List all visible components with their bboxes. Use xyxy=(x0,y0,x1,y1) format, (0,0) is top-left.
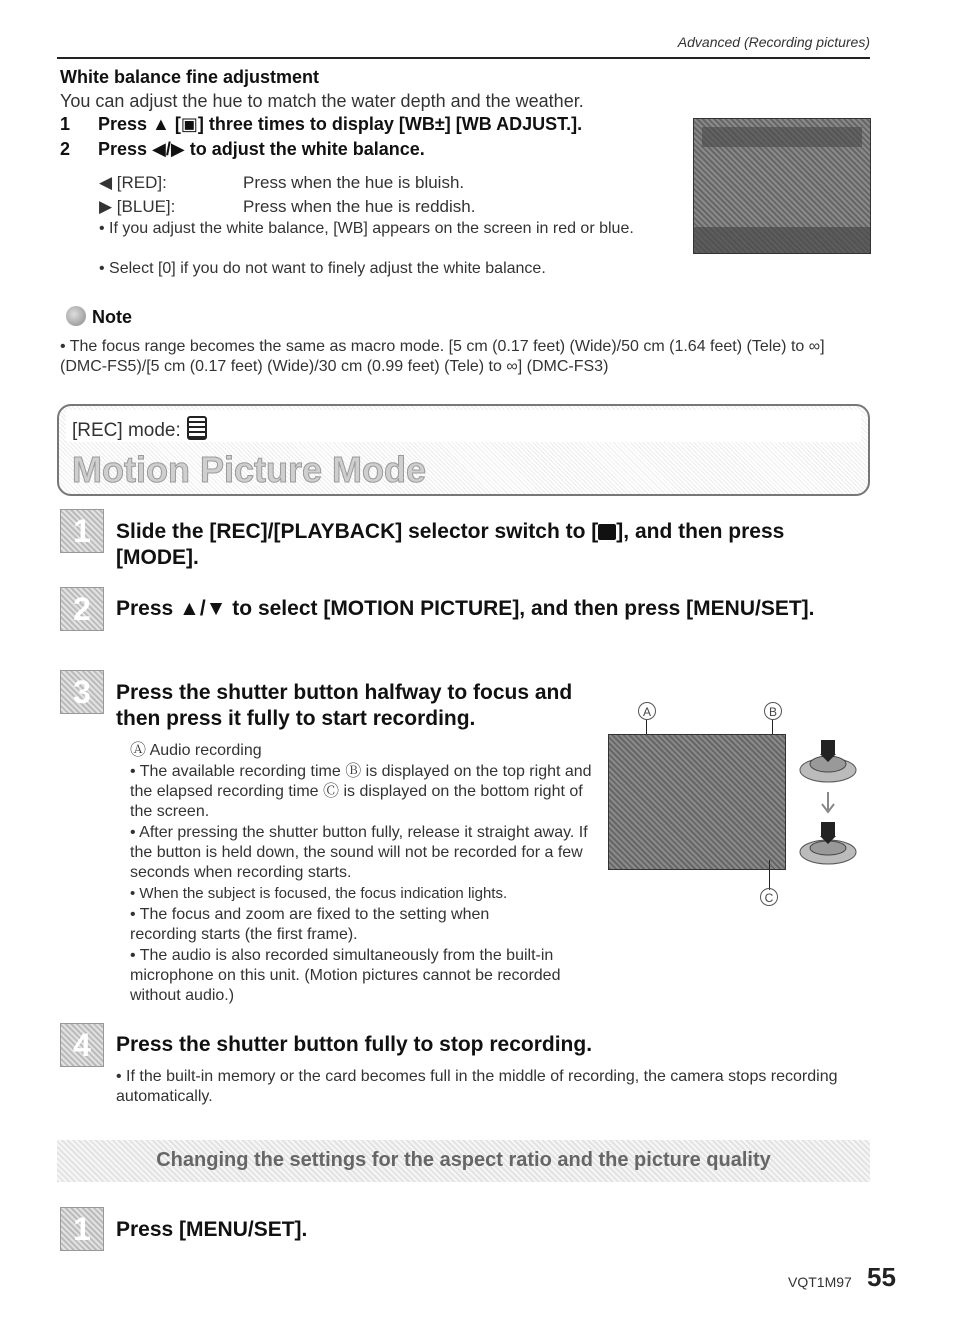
wb-screen-top-bar xyxy=(702,127,862,147)
step-3-title: Press the shutter button halfway to focus and then press it fully to start recording. xyxy=(116,681,573,730)
wb-intro: You can adjust the hue to match the water depth and the weather. xyxy=(60,91,584,111)
wb-step-1-text: Press ▲ [▣] three times to display [WB±] [WB ADJUST.]. xyxy=(98,114,583,134)
wb-blue-desc: Press when the hue is reddish. xyxy=(243,197,476,216)
wb-option-red xyxy=(99,173,464,193)
label-c: C xyxy=(760,888,778,906)
step-1-title xyxy=(116,519,856,571)
step-1-title-b: ], and then press [MODE]. xyxy=(116,520,785,569)
step-4-title: Press the shutter button fully to stop recording. xyxy=(116,1033,593,1056)
wb-screen-bottom-bar xyxy=(694,227,870,253)
step-4-number: 4 xyxy=(60,1023,104,1067)
section-header: Advanced (Recording pictures) xyxy=(677,34,870,50)
step-2-number: 2 xyxy=(60,587,104,631)
footer-code: VQT1M97 xyxy=(788,1274,852,1290)
header-rule xyxy=(57,57,870,59)
label-c-line xyxy=(769,860,770,890)
shutter-button-illustration xyxy=(794,730,864,870)
step-3-bullet-1: • The available recording time Ⓑ is displayed on the top right and the elapsed recording time Ⓒ is displayed on the bottom right of the screen. xyxy=(130,763,592,820)
note-icon xyxy=(66,306,86,326)
step-3-number: 3 xyxy=(60,670,104,714)
step-3-bullet-3: • When the subject is focused, the focus indication lights. xyxy=(130,885,508,902)
step-3-bullet-4: • The focus and zoom are fixed to the setting when recording starts (the first frame). xyxy=(130,906,490,943)
rec-mode-line xyxy=(72,416,207,442)
camera-icon xyxy=(598,524,616,540)
step-3-bullet-5: • The audio is also recorded simultaneously from the built-in microphone on this unit. (Motion pictures cannot be recorded without audio.) xyxy=(130,947,561,1004)
note-body: • The focus range becomes the same as macro mode. [5 cm (0.17 feet) (Wide)/50 cm (1.64 feet) (Tele) to ∞] (DMC-FS5)/[5 cm (0.17 feet) (Wide)/30 cm (0.99 feet) (Tele) to ∞] (DMC-FS3) xyxy=(60,338,825,375)
mode-title: Motion Picture Mode xyxy=(72,449,426,490)
band-step-1-number: 1 xyxy=(60,1207,104,1251)
step-3-audio-line: Ⓐ Audio recording xyxy=(130,742,262,759)
wb-title: White balance fine adjustment xyxy=(60,67,320,87)
step-3-bullet-2: • After pressing the shutter button fully, release it straight away. If the button is held down, the sound will not be recorded for a few seconds when recording starts. xyxy=(130,824,588,881)
step-1-title-a: Slide the [REC]/[PLAYBACK] selector switch to [ xyxy=(116,520,599,543)
label-a: A xyxy=(638,702,656,720)
wb-option-blue xyxy=(99,197,475,217)
motion-picture-icon xyxy=(187,416,207,440)
wb-red-desc: Press when the hue is bluish. xyxy=(243,173,465,192)
band-step-1-title: Press [MENU/SET]. xyxy=(116,1218,308,1241)
wb-screen-image xyxy=(693,118,871,254)
wb-blue-key: ▶ [BLUE]: xyxy=(99,197,176,216)
wb-step-2 xyxy=(60,139,425,160)
rec-mode-label: [REC] mode: xyxy=(72,420,181,441)
wb-bullet-1: • If you adjust the white balance, [WB] appears on the screen in red or blue. xyxy=(99,220,634,237)
wb-step-2-num: 2 xyxy=(60,139,71,159)
wb-step-2-text: Press ◀/▶ to adjust the white balance. xyxy=(98,139,425,159)
settings-band-title: Changing the settings for the aspect ratio and the picture quality xyxy=(156,1149,771,1171)
wb-red-key: ◀ [RED]: xyxy=(99,173,167,192)
recording-screen-image xyxy=(608,734,786,870)
page-number: 55 xyxy=(867,1262,896,1292)
note-heading xyxy=(66,306,132,328)
label-b: B xyxy=(764,702,782,720)
step-4-bullet: • If the built-in memory or the card becomes full in the middle of recording, the camera stops recording automatically. xyxy=(116,1068,838,1105)
step-1-number: 1 xyxy=(60,509,104,553)
wb-step-1-num: 1 xyxy=(60,114,71,134)
wb-step-1 xyxy=(60,114,582,135)
note-title: Note xyxy=(92,307,132,327)
wb-bullet-2: • Select [0] if you do not want to finely adjust the white balance. xyxy=(99,260,546,277)
step-2-title: Press ▲/▼ to select [MOTION PICTURE], and then press [MENU/SET]. xyxy=(116,597,815,620)
